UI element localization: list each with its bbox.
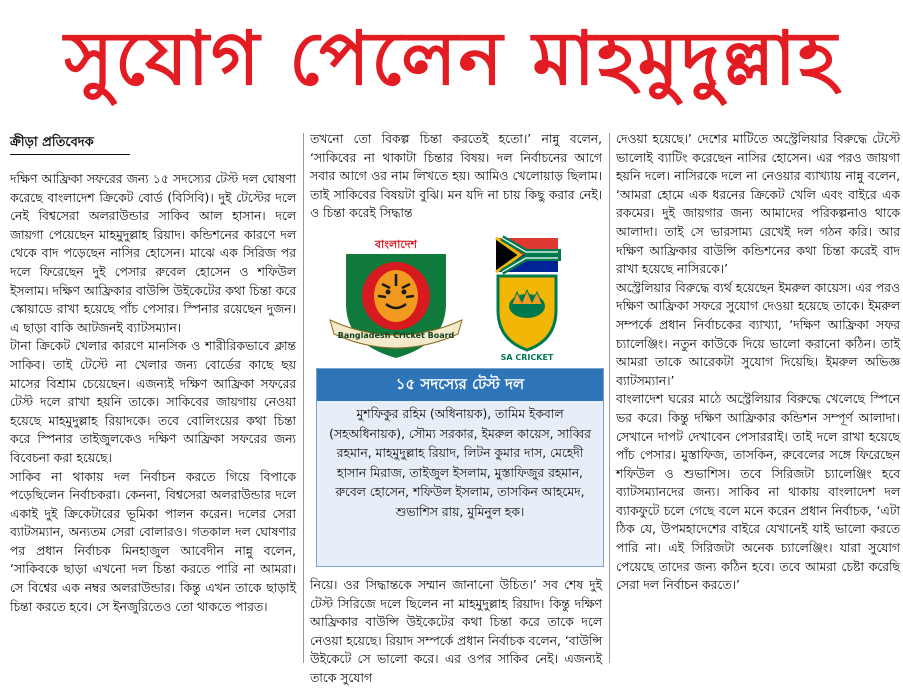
byline: ক্রীড়া প্রতিবেদক [10, 135, 94, 150]
bcb-top-text: বাংলাদেশ [374, 238, 418, 251]
sa-text: SA CRICKET [500, 353, 554, 362]
bcb-logo [330, 238, 462, 358]
sa-logo [496, 238, 558, 362]
paragraph: টানা ক্রিকেট খেলার কারণে মানসিক ও শারীরিকভাবে ক্লান্ত সাকিব। তাই টেস্টে না খেলার জন্য বোর্ডের কাছে ছয় মাসের বিশ্রাম চেয়েছেন। এজন্যই দক্ষিণ আফ্রিকা সফরের টেস্ট দলে রাখা হয়নি তাকে। সাকিবের জায়গায় নেওয়া হয়েছে মাহমুদুল্লাহ রিয়াদকে। তবে বোলিংয়ের কথা চিন্তা করে স্পিনার তাইজুলকেও দক্ষিণ আফ্রিকা সফরের জন্য বিবেচনা করা হয়েছে। [10, 339, 296, 465]
byline-underline [10, 154, 130, 155]
paragraph: সাকিব না থাকায় দল নির্বাচন করতে গিয়ে বিপাকে পড়েছিলেন নির্বাচকরা। কেননা, বিশ্বসেরা অলরাউন্ডার দলে একাই দুই ক্রিকেটারের ভূমিকা পালন করেন। দলের সেরা ব্যাটসম্যান, অন্যতম সেরা বোলারও। গতকাল দল ঘোষণার পর প্রধান নির্বাচক মিনহাজুল আবেদীন নান্নু বলেন, ‘সাকিবকে ছাড়া এখনো দল চিন্তা করতে পারি না আমরা। সে বিশ্বের এক নম্বর অলরাউন্ডার। কিন্তু এখন তাকে ছাড়াই চিন্তা করতে হবে। সে ইনজুরিতেও তো থাকতে পারত। [10, 469, 296, 614]
paragraph: অস্ট্রেলিয়ার বিরুদ্ধে ব্যর্থ হয়েছেন ইমরুল কায়েস। এর পরও দক্ষিণ আফ্রিকা সফরে সুযোগ দেওয়া হয়েছে তাকে। ইমরুল সম্পর্কে প্রধান নির্বাচকের ব্যাখ্যা, ‘দক্ষিণ আফ্রিকা সফর চ্যালেঞ্জিং। নতুন কাউকে দিয়ে ভালো করানো কঠিন। তাই আমরা তাকে আরেকটা সুযোগ দিয়েছি। ইমরুল অভিজ্ঞ ব্যাটসম্যান।’ [616, 280, 900, 388]
team-logos [316, 234, 602, 364]
article-column-3 [616, 130, 900, 595]
squad-title: ১৫ সদস্যের টেস্ট দল [317, 369, 603, 401]
column-divider-1 [303, 133, 304, 663]
headline [0, 0, 903, 128]
squad-box [316, 368, 604, 567]
paragraph: বাংলাদেশ ঘরের মাঠে অস্ট্রেলিয়ার বিরুদ্ধে খেলেছে স্পিনে ভর করে। কিন্তু দক্ষিণ আফ্রিকার কন্ডিশন সম্পূর্ণ আলাদা। সেখানে দাপট দেখাবেন পেসাররাই। তাই দলে রাখা হয়েছে পাঁচ পেসার। মুস্তাফিজ, তাসকিন, রুবেলের সঙ্গে ফিরেছেন শফিউল ও শুভাশিস। তবে সিরিজটা চ্যালেঞ্জিং হবে ব্যাটসম্যানদের জন্য। সাকিব না থাকায় বাংলাদেশ দল ব্যাকফুটে চলে গেছে বলে মনে করেন প্রধান নির্বাচক, ‘এটা ঠিক যে, উপমহাদেশের বাইরে যেখানেই যাই ভালো করতে পারি না। এই সিরিজটা অনেক চ্যালেঞ্জিং। যারা সুযোগ পেয়েছে তাদের জন্য কঠিন হবে। তবে আমরা চেষ্টা করেছি সেরা দল নির্বাচন করতে।’ [616, 392, 900, 593]
bcb-ribbon-text: Bangladesh Cricket Board [337, 331, 455, 340]
squad-members: মুশফিকুর রহিম (অধিনায়ক), তামিম ইকবাল (সহঅধিনায়ক), সৌম্য সরকার, ইমরুল কায়েস, সাব্বির রহমান, মাহমুদুল্লাহ রিয়াদ, লিটন কুমার দাস, মেহেদী হাসান মিরাজ, তাইজুল ইসলাম, মুস্তাফিজুর রহমান, রুবেল হোসেন, শফিউল ইসলাম, তাসকিন আহমেদ, শুভাশিস রায়, মুমিনুল হক। [329, 407, 591, 519]
headline-text: সুযোগ পেলেন মাহমুদুল্লাহ [64, 15, 839, 102]
paragraph: দেওয়া হয়েছে।’ দেশের মাটিতে অস্ট্রেলিয়ার বিরুদ্ধে টেস্টে ভালোই ব্যাটিং করেছেন নাসির হোসেন। এর পরও জায়গা হয়নি দলে। নাসিরকে দলে না নেওয়ার ব্যাখ্যায় নান্নু বলেন, ‘আমরা হোমে এক ধরনের ক্রিকেট খেলি এবং বাইরে এক রকমের। দুই জায়গার জন্য আমাদের পরিকল্পনাও থাকে আলাদা। তাই সে ভারসাম্য রেখেই দল গঠন করি। আর দক্ষিণ আফ্রিকার বাউন্সি কন্ডিশনের কথা চিন্তা করেই বাদ রাখা হয়েছে নাসিরকে।’ [616, 132, 900, 277]
paragraph: তখনো তো বিকল্প চিন্তা করতেই হতো।’ নান্নু বলেন, ‘সাকিবের না থাকাটা চিন্তার বিষয়। দল নির্বাচনের আগে সবার আগে ওর নাম লিখতে হয়। আমিও খেলোয়াড় ছিলাম। তাই সাকিবের বিষয়টা বুঝি। মন যদি না চায় কিছু করার নেই। ও চিন্তা করেই সিদ্ধান্ত [310, 132, 602, 221]
article-column-2-top [310, 130, 602, 223]
paragraph: দক্ষিণ আফ্রিকা সফরের জন্য ১৫ সদস্যের টেস্ট দল ঘোষণা করেছে বাংলাদেশ ক্রিকেট বোর্ড (বিসিবি)। দুই টেস্টের দলে নেই বিশ্বসেরা অলরাউন্ডার সাকিব আল হাসান। দলে জায়গা পেয়েছেন মাহমুদুল্লাহ রিয়াদ। কন্ডিশনের কারণে দল থেকে বাদ পড়েছেন নাসির হোসেন। মাঝে এক সিরিজ পর দলে ফিরেছেন দুই পেসার রুবেল হোসেন ও শফিউল ইসলাম। দক্ষিণ আফ্রিকার বাউন্সি উইকেটের কথা চিন্তা করে স্কোয়াডে রাখা হয়েছে পাঁচ পেসার। স্পিনার রয়েছেন দুজন। এ ছাড়া বাকি আটজনই ব্যাটসম্যান। [10, 172, 296, 335]
column-divider-2 [609, 133, 610, 663]
paragraph: নিয়ে। ওর সিদ্ধান্তকে সম্মান জানানো উচিত।’ সব শেষ দুই টেস্ট সিরিজে দলে ছিলেন না মাহমুদুল্লাহ রিয়াদ। কিন্তু দক্ষিণ আফ্রিকার বাউন্সি উইকেটের কথা চিন্তা করে তাকে দলে নেওয়া হয়েছে। রিয়াদ সম্পর্কে প্রধান নির্বাচক বলেন, ‘বাউন্সি উইকেটে সে ভালো করে। এর ওপর সাকিব নেই। এজন্যই তাকে সুযোগ [310, 578, 602, 685]
article-column-2-bottom [310, 576, 602, 688]
article-column-1 [10, 170, 296, 616]
